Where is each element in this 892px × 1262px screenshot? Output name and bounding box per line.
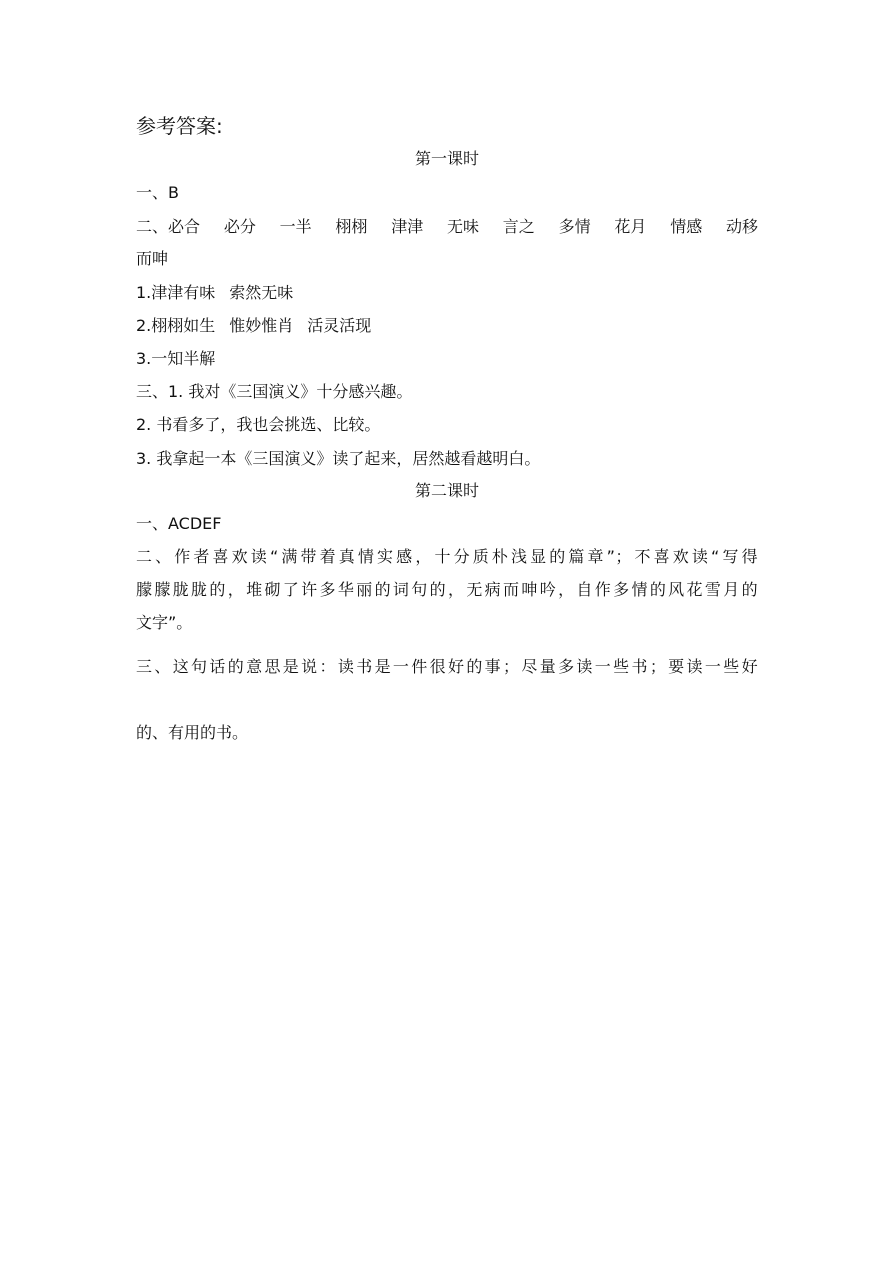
answer-prefix: 二、 <box>136 217 169 236</box>
lesson2-answer-2-line2: 朦朦胧胧的，堆砌了许多华丽的词句的，无病而呻吟，自作多情的风花雪月的 <box>136 580 758 599</box>
lesson2-answer-3-line1: 三、这句话的意思是说：读书是一件很好的事；尽量多读一些书；要读一些好 <box>136 657 758 676</box>
idiom-text: 2.栩栩如生 <box>136 316 216 335</box>
lesson2-heading: 第二课时 <box>414 481 479 500</box>
idiom-text: 索然无味 <box>229 283 294 302</box>
lesson1-answer-2-tail: 而呻 <box>136 249 169 268</box>
lesson1-answer-3-3: 3. 我拿起一本《三国演义》读了起来，居然越看越明白。 <box>136 449 541 468</box>
idiom-text: 活灵活现 <box>307 316 372 335</box>
word-item: 一半 <box>279 217 312 236</box>
word-item: 情感 <box>670 217 703 236</box>
lesson1-answer-3-1: 三、1. 我对《三国演义》十分感兴趣。 <box>136 382 413 401</box>
word-item: 必分 <box>223 217 256 236</box>
lesson1-item-3: 3.一知半解 <box>136 349 216 368</box>
lesson2-answer-3-line2: 的、有用的书。 <box>136 723 249 742</box>
page-title: 参考答案: <box>136 114 223 138</box>
lesson1-heading: 第一课时 <box>414 149 479 168</box>
lesson1-answer-1: 一、B <box>136 183 179 202</box>
lesson2-answer-2-line3: 文字”。 <box>136 613 193 632</box>
word-item: 无味 <box>447 217 480 236</box>
lesson1-answer-2-words <box>136 217 758 237</box>
lesson2-answer-1: 一、ACDEF <box>136 514 222 533</box>
word-item <box>136 217 200 237</box>
lesson1-item-2 <box>136 316 758 336</box>
word-text: 必合 <box>168 217 201 236</box>
lesson1-item-1 <box>136 283 758 303</box>
lesson2-answer-2-line1: 二、作者喜欢读“满带着真情实感，十分质朴浅显的篇章”；不喜欢读“写得 <box>136 547 758 566</box>
word-item: 津津 <box>391 217 424 236</box>
word-item: 动移 <box>725 217 758 236</box>
word-item: 花月 <box>614 217 647 236</box>
word-item: 栩栩 <box>335 217 368 236</box>
lesson1-answer-3-2: 2. 书看多了，我也会挑选、比较。 <box>136 415 381 434</box>
word-item: 言之 <box>502 217 535 236</box>
idiom-text: 惟妙惟肖 <box>229 316 294 335</box>
word-item: 多情 <box>558 217 591 236</box>
idiom-text: 1.津津有味 <box>136 283 216 302</box>
